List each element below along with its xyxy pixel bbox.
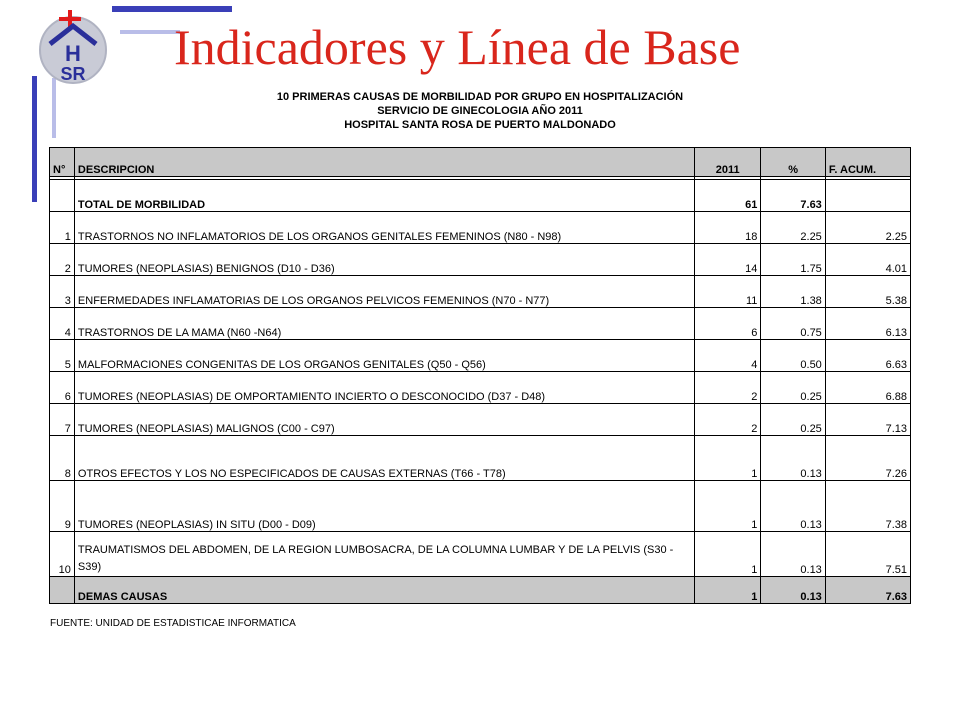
row-value: 11 [694,276,760,308]
report-header [190,90,770,132]
decorative-bar-left [32,76,37,202]
row-accumulated: 2.25 [825,212,910,244]
table-row [50,436,911,481]
header-year: 2011 [694,148,760,177]
total-value: 61 [694,180,760,212]
report-title-line-1: 10 PRIMERAS CAUSAS DE MORBILIDAD POR GRUPO EN HOSPITALIZACIÓN [276,91,684,103]
row-percent: 0.50 [761,340,825,372]
row-number: 5 [50,340,75,372]
row-value: 1 [694,436,760,481]
decorative-bar-left-light [52,78,56,138]
report-title-line-3: HOSPITAL SANTA ROSA DE PUERTO MALDONADO [344,119,616,131]
row-description: ENFERMEDADES INFLAMATORIAS DE LOS ORGANOS PELVICOS FEMENINOS (N70 - N77) [74,276,694,308]
row-accumulated: 7.38 [825,481,910,532]
row-percent: 1.38 [761,276,825,308]
row-accumulated: 4.01 [825,244,910,276]
row-number: 4 [50,308,75,340]
slide-title: Indicadores y Línea de Base [174,19,741,75]
other-causes-row [50,577,911,604]
row-percent: 0.13 [761,532,825,577]
row-accumulated: 7.13 [825,404,910,436]
svg-text:SR: SR [60,64,86,84]
table-row [50,308,911,340]
row-number: 1 [50,212,75,244]
other-causes-percent: 0.13 [761,577,825,604]
row-description: TUMORES (NEOPLASIAS) DE OMPORTAMIENTO INCIERTO O DESCONOCIDO (D37 - D48) [74,372,694,404]
row-percent: 0.25 [761,404,825,436]
row-accumulated: 6.88 [825,372,910,404]
total-n-cell [50,180,75,212]
row-number: 8 [50,436,75,481]
header-n: N° [50,148,75,177]
row-description: TUMORES (NEOPLASIAS) IN SITU (D00 - D09) [74,481,694,532]
svg-text:H: H [65,41,81,66]
row-accumulated: 5.38 [825,276,910,308]
table-row [50,532,911,577]
other-causes-value: 1 [694,577,760,604]
row-number: 6 [50,372,75,404]
row-percent: 0.25 [761,372,825,404]
row-value: 18 [694,212,760,244]
row-value: 14 [694,244,760,276]
row-value: 4 [694,340,760,372]
row-number: 3 [50,276,75,308]
row-value: 1 [694,481,760,532]
row-percent: 2.25 [761,212,825,244]
total-accumulated-cell [825,180,910,212]
total-percent: 7.63 [761,180,825,212]
table-row [50,404,911,436]
row-number: 10 [50,532,75,577]
row-value: 6 [694,308,760,340]
source-note: FUENTE: UNIDAD DE ESTADISTICAE INFORMATICA [50,618,296,629]
row-number: 2 [50,244,75,276]
row-accumulated: 7.26 [825,436,910,481]
row-value: 2 [694,404,760,436]
table-row [50,372,911,404]
row-percent: 1.75 [761,244,825,276]
table-row [50,276,911,308]
row-percent: 0.13 [761,436,825,481]
row-percent: 0.75 [761,308,825,340]
header-description: DESCRIPCION [74,148,694,177]
row-description: TUMORES (NEOPLASIAS) BENIGNOS (D10 - D36) [74,244,694,276]
table-header-row [50,148,911,177]
header-accumulated: F. ACUM. [825,148,910,177]
row-description: MALFORMACIONES CONGENITAS DE LOS ORGANOS GENITALES (Q50 - Q56) [74,340,694,372]
row-number: 7 [50,404,75,436]
report-title-line-2: SERVICIO DE GINECOLOGIA AÑO 2011 [377,105,583,117]
row-accumulated: 6.13 [825,308,910,340]
row-value: 2 [694,372,760,404]
header-percent: % [761,148,825,177]
other-causes-label: DEMAS CAUSAS [74,577,694,604]
row-percent: 0.13 [761,481,825,532]
total-label: TOTAL DE MORBILIDAD [74,180,694,212]
total-row [50,180,911,212]
other-causes-n-cell [50,577,75,604]
morbidity-table [49,147,911,604]
decorative-bar-top [112,6,232,12]
row-description: TRAUMATISMOS DEL ABDOMEN, DE LA REGION LUMBOSACRA, DE LA COLUMNA LUMBAR Y DE LA PELVIS (S30 - S39) [74,532,694,577]
decorative-bar-top-light [120,30,180,34]
row-accumulated: 6.63 [825,340,910,372]
row-description: TRASTORNOS NO INFLAMATORIOS DE LOS ORGANOS GENITALES FEMENINOS (N80 - N98) [74,212,694,244]
table-row [50,244,911,276]
row-description: OTROS EFECTOS Y LOS NO ESPECIFICADOS DE CAUSAS EXTERNAS (T66 - T78) [74,436,694,481]
row-accumulated: 7.51 [825,532,910,577]
table-row [50,481,911,532]
table-row [50,340,911,372]
row-description: TRASTORNOS DE LA MAMA (N60 -N64) [74,308,694,340]
hospital-logo [34,8,112,86]
row-description: TUMORES (NEOPLASIAS) MALIGNOS (C00 - C97) [74,404,694,436]
other-causes-accumulated: 7.63 [825,577,910,604]
table-row [50,212,911,244]
row-number: 9 [50,481,75,532]
row-value: 1 [694,532,760,577]
